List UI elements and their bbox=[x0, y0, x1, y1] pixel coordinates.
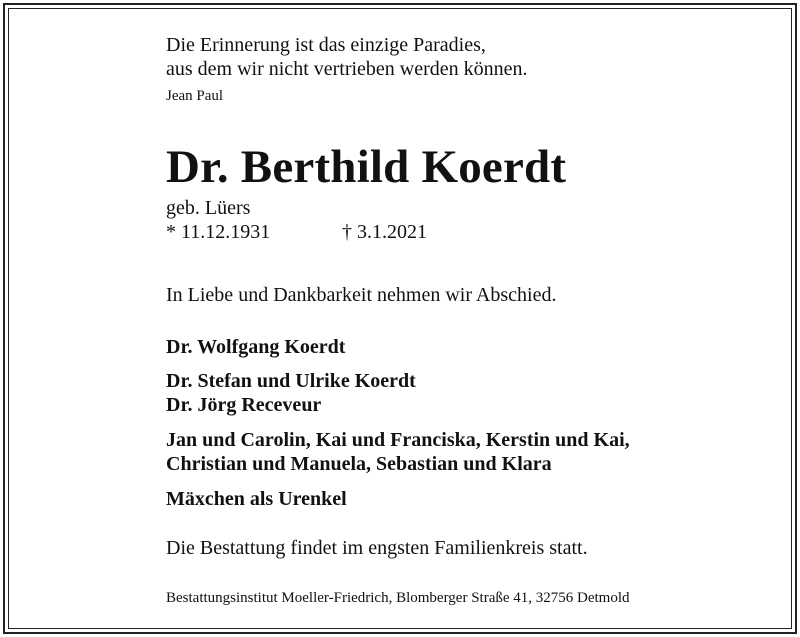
farewell-text: In Liebe und Dankbarkeit nehmen wir Abschied. bbox=[166, 284, 557, 306]
inner-border bbox=[8, 8, 792, 629]
mourner-line: Mäxchen als Urenkel bbox=[166, 488, 347, 510]
mourner-line: Jan und Carolin, Kai und Franciska, Kerstin und Kai, bbox=[166, 429, 630, 451]
birth-date: * 11.12.1931 bbox=[166, 221, 271, 243]
birth-name: geb. Lüers bbox=[166, 197, 251, 219]
deceased-name: Dr. Berthild Koerdt bbox=[166, 141, 567, 193]
quote-line-1: Die Erinnerung ist das einzige Paradies, bbox=[166, 34, 486, 56]
mourner-line: Dr. Wolfgang Koerdt bbox=[166, 336, 346, 358]
death-date: † 3.1.2021 bbox=[342, 221, 427, 243]
quote-author: Jean Paul bbox=[166, 88, 224, 104]
mourner-line: Dr. Stefan und Ulrike Koerdt bbox=[166, 370, 416, 392]
mourner-line: Dr. Jörg Receveur bbox=[166, 394, 322, 416]
funeral-note: Die Bestattung findet im engsten Familienkreis statt. bbox=[166, 537, 588, 559]
quote-line-2: aus dem wir nicht vertrieben werden können. bbox=[166, 58, 528, 80]
mourner-line: Christian und Manuela, Sebastian und Klara bbox=[166, 453, 552, 475]
undertaker-address: Bestattungsinstitut Moeller-Friedrich, Blomberger Straße 41, 32756 Detmold bbox=[166, 590, 630, 606]
